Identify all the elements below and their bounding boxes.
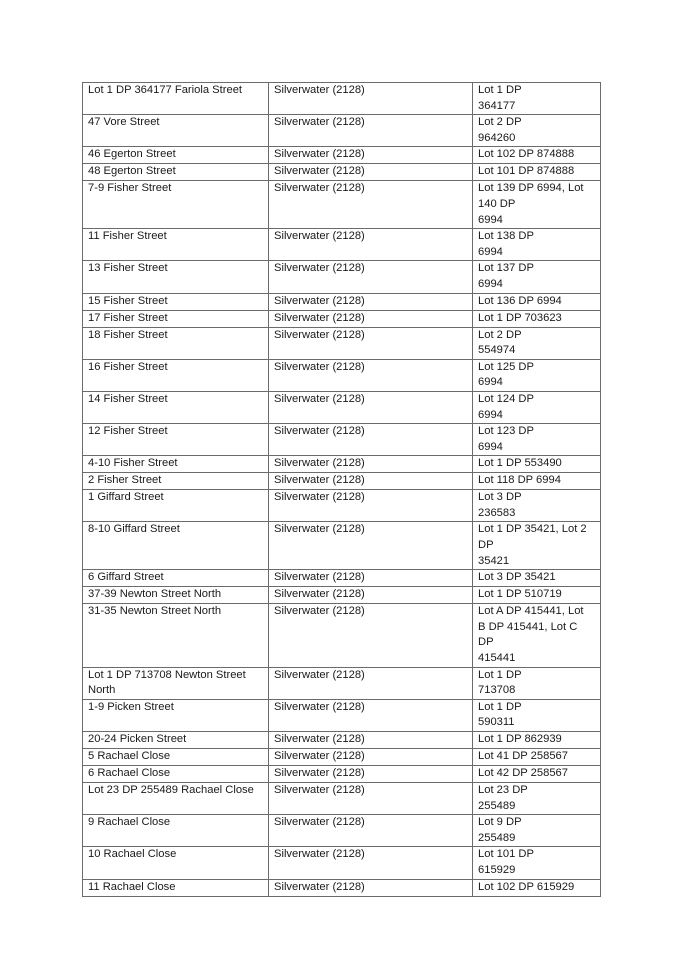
cell-suburb: Silverwater (2128) xyxy=(269,83,473,115)
cell-suburb: Silverwater (2128) xyxy=(269,490,473,522)
cell-suburb: Silverwater (2128) xyxy=(269,181,473,229)
table-row xyxy=(83,667,601,699)
table-row xyxy=(83,164,601,181)
table-row xyxy=(83,261,601,293)
table-row xyxy=(83,732,601,749)
cell-suburb: Silverwater (2128) xyxy=(269,473,473,490)
cell-lot: Lot 41 DP 258567 xyxy=(473,749,601,766)
cell-lot: Lot 23 DP 255489 xyxy=(473,783,601,815)
table-row xyxy=(83,847,601,879)
cell-address: 5 Rachael Close xyxy=(83,749,269,766)
cell-suburb: Silverwater (2128) xyxy=(269,310,473,327)
cell-address: 7-9 Fisher Street xyxy=(83,181,269,229)
cell-suburb: Silverwater (2128) xyxy=(269,766,473,783)
cell-address: Lot 1 DP 364177 Fariola Street xyxy=(83,83,269,115)
cell-lot: Lot 137 DP 6994 xyxy=(473,261,601,293)
cell-lot: Lot 3 DP 236583 xyxy=(473,490,601,522)
cell-suburb: Silverwater (2128) xyxy=(269,699,473,731)
cell-address: 8-10 Giffard Street xyxy=(83,522,269,570)
cell-lot: Lot 138 DP 6994 xyxy=(473,229,601,261)
cell-lot: Lot 1 DP 510719 xyxy=(473,587,601,604)
cell-suburb: Silverwater (2128) xyxy=(269,522,473,570)
cell-lot: Lot 118 DP 6994 xyxy=(473,473,601,490)
cell-address: 2 Fisher Street xyxy=(83,473,269,490)
table-row xyxy=(83,327,601,359)
cell-suburb: Silverwater (2128) xyxy=(269,164,473,181)
cell-suburb: Silverwater (2128) xyxy=(269,732,473,749)
cell-suburb: Silverwater (2128) xyxy=(269,261,473,293)
table-row xyxy=(83,604,601,667)
table-row xyxy=(83,587,601,604)
cell-lot: Lot 1 DP 553490 xyxy=(473,456,601,473)
cell-address: 17 Fisher Street xyxy=(83,310,269,327)
cell-lot: Lot 2 DP 554974 xyxy=(473,327,601,359)
cell-suburb: Silverwater (2128) xyxy=(269,847,473,879)
cell-suburb: Silverwater (2128) xyxy=(269,749,473,766)
table-row xyxy=(83,699,601,731)
cell-suburb: Silverwater (2128) xyxy=(269,293,473,310)
cell-address: 18 Fisher Street xyxy=(83,327,269,359)
cell-lot: Lot 1 DP 713708 xyxy=(473,667,601,699)
table-row xyxy=(83,815,601,847)
cell-lot: Lot 102 DP 874888 xyxy=(473,147,601,164)
cell-address: 9 Rachael Close xyxy=(83,815,269,847)
cell-address: 14 Fisher Street xyxy=(83,391,269,423)
cell-suburb: Silverwater (2128) xyxy=(269,147,473,164)
cell-address: 1 Giffard Street xyxy=(83,490,269,522)
table-row xyxy=(83,293,601,310)
cell-address: 31-35 Newton Street North xyxy=(83,604,269,667)
table-row xyxy=(83,310,601,327)
cell-suburb: Silverwater (2128) xyxy=(269,424,473,456)
cell-lot: Lot 139 DP 6994, Lot 140 DP 6994 xyxy=(473,181,601,229)
table-row xyxy=(83,783,601,815)
cell-suburb: Silverwater (2128) xyxy=(269,587,473,604)
table-row xyxy=(83,424,601,456)
table-row xyxy=(83,473,601,490)
cell-lot: Lot 102 DP 615929 xyxy=(473,879,601,896)
cell-address: 11 Rachael Close xyxy=(83,879,269,896)
cell-lot: Lot 1 DP 590311 xyxy=(473,699,601,731)
cell-address: 16 Fisher Street xyxy=(83,359,269,391)
cell-suburb: Silverwater (2128) xyxy=(269,667,473,699)
cell-suburb: Silverwater (2128) xyxy=(269,229,473,261)
table-row xyxy=(83,181,601,229)
cell-address: 13 Fisher Street xyxy=(83,261,269,293)
cell-suburb: Silverwater (2128) xyxy=(269,327,473,359)
cell-lot: Lot 124 DP 6994 xyxy=(473,391,601,423)
cell-address: 46 Egerton Street xyxy=(83,147,269,164)
cell-address: 15 Fisher Street xyxy=(83,293,269,310)
table-row xyxy=(83,229,601,261)
cell-lot: Lot A DP 415441, Lot B DP 415441, Lot C DP 415441 xyxy=(473,604,601,667)
cell-lot: Lot 1 DP 35421, Lot 2 DP 35421 xyxy=(473,522,601,570)
cell-address: 6 Giffard Street xyxy=(83,570,269,587)
cell-address: 47 Vore Street xyxy=(83,115,269,147)
cell-lot: Lot 101 DP 615929 xyxy=(473,847,601,879)
cell-suburb: Silverwater (2128) xyxy=(269,115,473,147)
cell-suburb: Silverwater (2128) xyxy=(269,879,473,896)
cell-address: 4-10 Fisher Street xyxy=(83,456,269,473)
cell-address: 10 Rachael Close xyxy=(83,847,269,879)
table-row xyxy=(83,83,601,115)
cell-lot: Lot 101 DP 874888 xyxy=(473,164,601,181)
table-row xyxy=(83,749,601,766)
table-row xyxy=(83,456,601,473)
table-row xyxy=(83,359,601,391)
cell-suburb: Silverwater (2128) xyxy=(269,456,473,473)
cell-lot: Lot 2 DP 964260 xyxy=(473,115,601,147)
cell-lot: Lot 123 DP 6994 xyxy=(473,424,601,456)
table-row xyxy=(83,522,601,570)
table-row xyxy=(83,391,601,423)
cell-lot: Lot 1 DP 862939 xyxy=(473,732,601,749)
cell-address: Lot 23 DP 255489 Rachael Close xyxy=(83,783,269,815)
cell-address: 11 Fisher Street xyxy=(83,229,269,261)
table-row xyxy=(83,147,601,164)
table-row xyxy=(83,570,601,587)
cell-suburb: Silverwater (2128) xyxy=(269,815,473,847)
table-row xyxy=(83,115,601,147)
cell-address: 20-24 Picken Street xyxy=(83,732,269,749)
cell-address: 12 Fisher Street xyxy=(83,424,269,456)
property-table-body xyxy=(83,83,601,897)
cell-lot: Lot 136 DP 6994 xyxy=(473,293,601,310)
cell-lot: Lot 1 DP 703623 xyxy=(473,310,601,327)
cell-suburb: Silverwater (2128) xyxy=(269,391,473,423)
cell-lot: Lot 9 DP 255489 xyxy=(473,815,601,847)
cell-address: 6 Rachael Close xyxy=(83,766,269,783)
table-row xyxy=(83,879,601,896)
cell-address: 48 Egerton Street xyxy=(83,164,269,181)
table-row xyxy=(83,490,601,522)
cell-address: 1-9 Picken Street xyxy=(83,699,269,731)
cell-lot: Lot 42 DP 258567 xyxy=(473,766,601,783)
cell-address: 37-39 Newton Street North xyxy=(83,587,269,604)
cell-address: Lot 1 DP 713708 Newton Street North xyxy=(83,667,269,699)
cell-lot: Lot 125 DP 6994 xyxy=(473,359,601,391)
cell-suburb: Silverwater (2128) xyxy=(269,359,473,391)
cell-lot: Lot 1 DP 364177 xyxy=(473,83,601,115)
cell-suburb: Silverwater (2128) xyxy=(269,570,473,587)
table-row xyxy=(83,766,601,783)
cell-lot: Lot 3 DP 35421 xyxy=(473,570,601,587)
cell-suburb: Silverwater (2128) xyxy=(269,604,473,667)
cell-suburb: Silverwater (2128) xyxy=(269,783,473,815)
property-table xyxy=(82,82,601,897)
